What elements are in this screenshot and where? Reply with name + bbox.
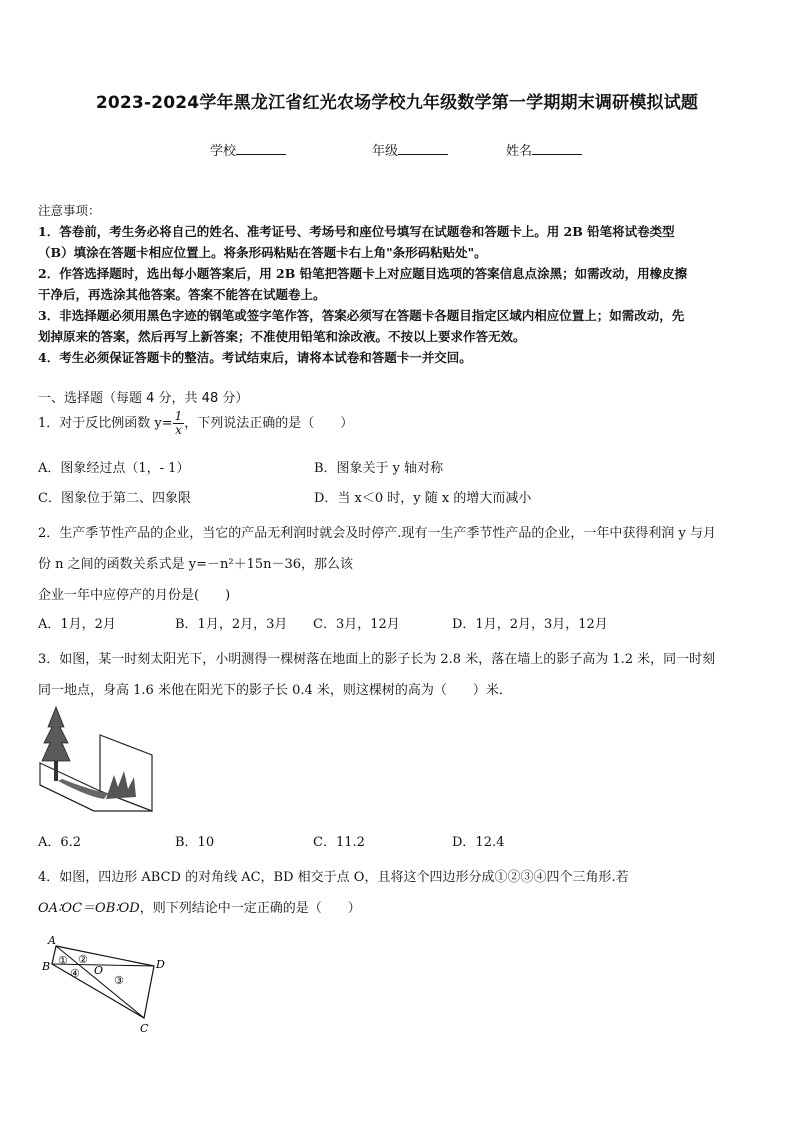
notice-line: 3．非选择题必须用黑色字迹的钢笔或签字笔作答，答案必须写在答题卡各题目指定区域内相应位置上；如需改动，先 [38, 308, 685, 323]
q4-line [38, 893, 758, 924]
q2-option-b[interactable]: B．1月，2月，3月 [175, 617, 288, 632]
fraction-denominator: x [175, 423, 182, 437]
q3-line: 3．如图，某一时刻太阳光下，小明测得一棵树落在地面上的影子长为 2.8 米，落在墙上的影子高为 1.2 米，同一时刻 [38, 652, 716, 667]
section-heading: 一、选择题（每题 4 分，共 48 分） [38, 391, 249, 406]
q3-option-d[interactable]: D．12.4 [452, 835, 505, 850]
notice-line: 干净后，再选涂其他答案。答案不能答在试题卷上。 [38, 287, 326, 302]
q3-option-a[interactable]: A．6.2 [38, 835, 82, 850]
quadrilateral-abcd-figure [36, 932, 170, 1034]
q4-line: 4．如图，四边形 ABCD 的对角线 AC，BD 相交于点 O，且将这个四边形分成①②③④四个三角形.若 [38, 870, 629, 885]
name-field[interactable] [506, 140, 582, 159]
region-3-label: ③ [114, 974, 124, 987]
label-o: O [94, 964, 104, 977]
notice-section [38, 200, 758, 368]
q2-line: 企业一年中应停产的月份是( ) [38, 588, 231, 603]
notice-line: 4．考生必须保证答题卡的整洁。考试结束后，请将本试卷和答题卡一并交回。 [38, 350, 472, 365]
name-blank[interactable] [532, 142, 582, 155]
q2-option-a[interactable]: A．1月，2月 [38, 617, 116, 632]
q2-line: 份 n 之间的函数关系式是 y=－n²＋15n－36，那么该 [38, 557, 354, 572]
q2-option-d[interactable]: D．1月，2月，3月，12月 [452, 617, 608, 632]
q1-stem-start: 1．对于反比例函数 y= [38, 416, 173, 431]
q1-option-d[interactable]: D．当 x＜0 时，y 随 x 的增大而减小 [314, 491, 532, 506]
diagonal-ac [56, 946, 144, 1018]
notice-line: （B）填涂在答题卡相应位置上。将条形码粘贴在答题卡右上角"条形码粘贴处"。 [38, 245, 487, 260]
region-1-label: ① [58, 954, 68, 967]
region-2-label: ② [78, 953, 88, 966]
question-4-stem [38, 862, 758, 924]
notice-line: 1．答卷前，考生务必将自己的姓名、准考证号、考场号和座位号填写在试题卷和答题卡上。用 2B 铅笔将试卷类型 [38, 224, 675, 239]
fraction-1-over-x [173, 410, 185, 437]
school-label: 学校 [210, 144, 237, 159]
q1-option-c[interactable]: C．图象位于第二、四象限 [38, 491, 191, 506]
q1-option-a[interactable]: A．图象经过点（1，- 1） [38, 461, 190, 476]
q4-line-rest: ，则下列结论中一定正确的是（ ） [139, 901, 361, 916]
q3-option-b[interactable]: B．10 [175, 835, 215, 850]
grade-blank[interactable] [398, 142, 448, 155]
school-blank[interactable] [236, 142, 286, 155]
label-a: A [48, 934, 56, 947]
q3-option-c[interactable]: C．11.2 [313, 835, 365, 850]
q2-option-c[interactable]: C．3月，12月 [313, 617, 400, 632]
page-title: 2023-2024学年黑龙江省红光农场学校九年级数学第一学期期末调研模拟试题 [95, 93, 699, 113]
ratio-condition: OA∶OC＝OB∶OD [38, 901, 140, 916]
school-field[interactable] [210, 140, 286, 159]
notice-heading: 注意事项： [38, 203, 101, 218]
label-c: C [140, 1022, 149, 1034]
q1-stem-end: ，下列说法正确的是（ ） [184, 416, 354, 431]
question-3-stem [38, 644, 758, 706]
q2-line: 2．生产季节性产品的企业，当它的产品无利润时就会及时停产.现有一生产季节性产品的企业，一年中获得利润 y 与月 [38, 526, 717, 541]
notice-line: 2．作答选择题时，选出每小题答案后，用 2B 铅笔把答题卡上对应题目选项的答案信息点涂黑；如需改动，用橡皮擦 [38, 266, 688, 281]
fraction-numerator: 1 [174, 409, 183, 423]
question-1-stem [38, 410, 758, 437]
grade-field[interactable] [372, 140, 448, 159]
region-4-label: ④ [70, 967, 80, 980]
notice-line: 划掉原来的答案，然后再写上新答案；不准使用铅笔和涂改液。不按以上要求作答无效。 [38, 329, 526, 344]
label-d: D [156, 958, 165, 971]
grade-label: 年级 [372, 144, 399, 159]
tree-shadow-figure [34, 705, 160, 817]
name-label: 姓名 [506, 144, 533, 159]
label-b: B [42, 960, 51, 973]
question-2-stem [38, 518, 758, 611]
q3-line: 同一地点，身高 1.6 米他在阳光下的影子长 0.4 米，则这棵树的高为（ ）米． [38, 683, 512, 698]
q1-option-b[interactable]: B．图象关于 y 轴对称 [314, 461, 444, 476]
